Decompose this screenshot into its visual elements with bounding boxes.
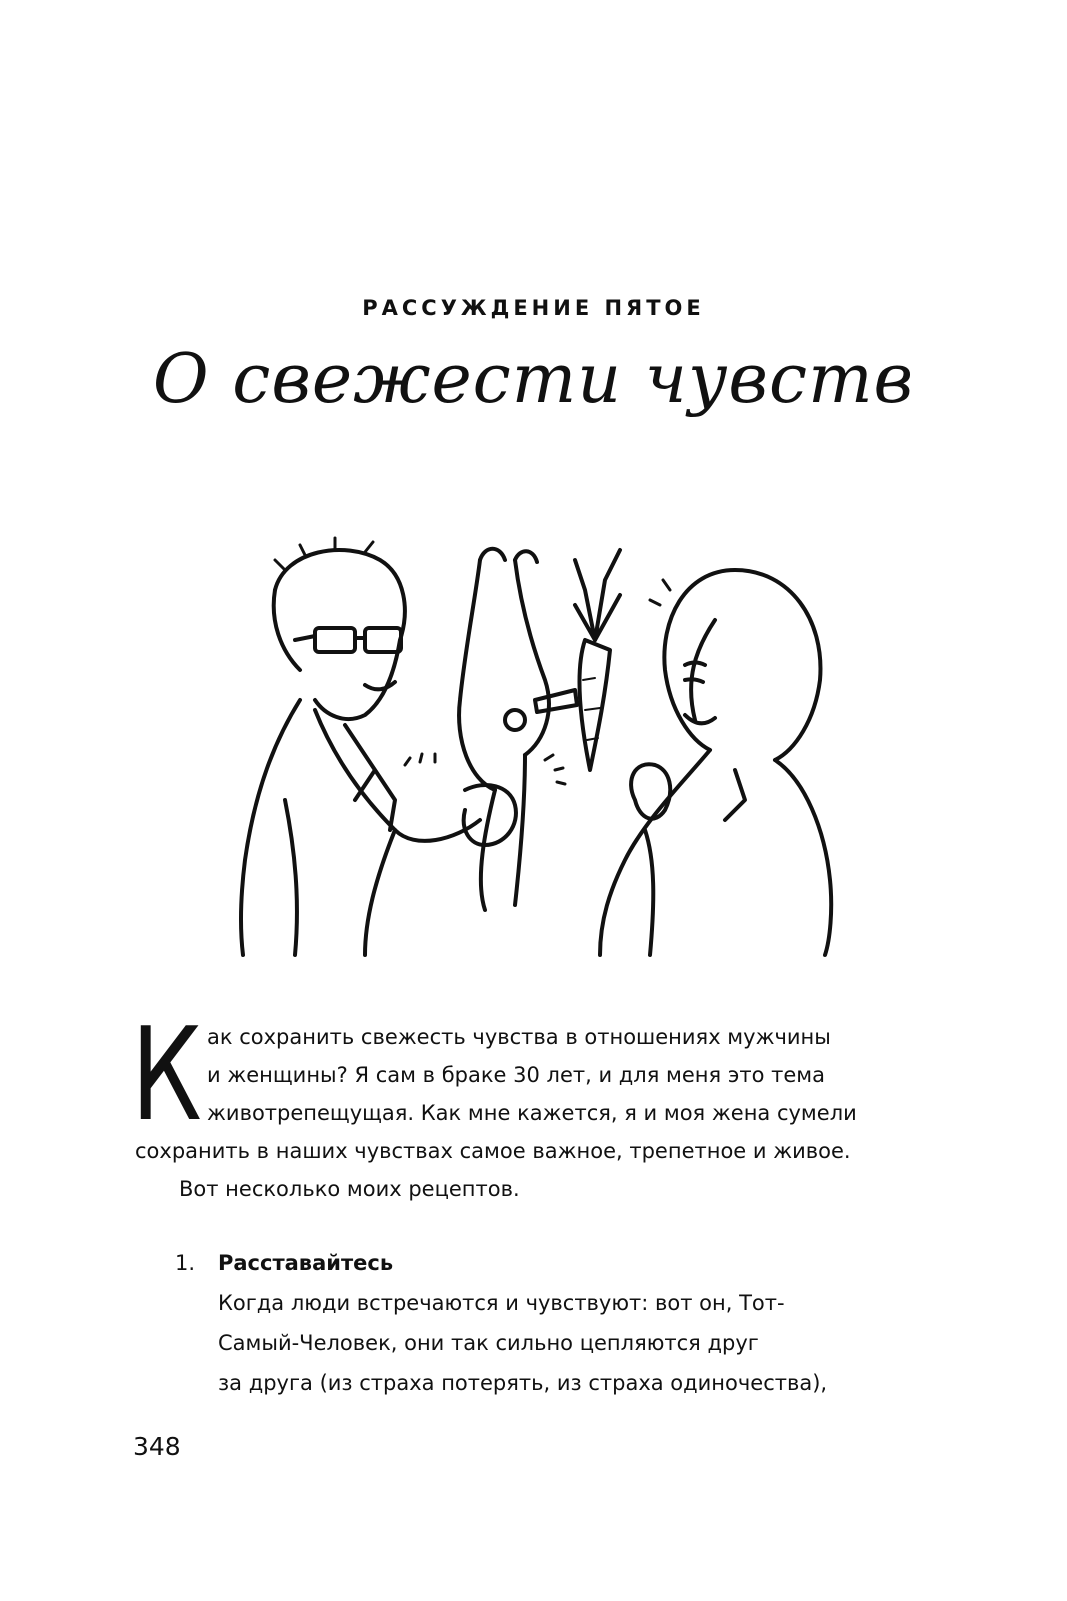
- page-number: 348: [133, 1432, 181, 1461]
- list-item: [218, 1243, 915, 1403]
- intro-paragraph: [131, 1001, 925, 1208]
- list-item-number: 1.: [175, 1251, 196, 1275]
- numbered-list: [175, 1243, 915, 1403]
- intro-line: ак сохранить свежесть чувства в отношениях мужчины: [207, 1025, 831, 1049]
- intro-line: Вот несколько моих рецептов.: [179, 1177, 520, 1201]
- chapter-kicker: РАССУЖДЕНИЕ ПЯТОЕ: [362, 296, 705, 320]
- list-item-line: за друга (из страха потерять, из страха одиночества),: [218, 1371, 828, 1395]
- intro-line: животрепещущая. Как мне кажется, я и моя жена сумели: [207, 1101, 857, 1125]
- intro-line: сохранить в наших чувствах самое важное, трепетное и живое.: [135, 1139, 851, 1163]
- list-item-line: Когда люди встречаются и чувствуют: вот он, Тот-: [218, 1291, 785, 1315]
- list-item-heading: Расставайтесь: [218, 1251, 394, 1275]
- dropcap: К: [131, 1001, 202, 1150]
- list-item-line: Самый-Человек, они так сильно цепляются друг: [218, 1331, 759, 1355]
- intro-line: и женщины? Я сам в браке 30 лет, и для меня это тема: [207, 1063, 825, 1087]
- man-and-woman-with-carrot-illustration-icon: [215, 500, 855, 960]
- chapter-title: О свежести чувств: [152, 340, 915, 419]
